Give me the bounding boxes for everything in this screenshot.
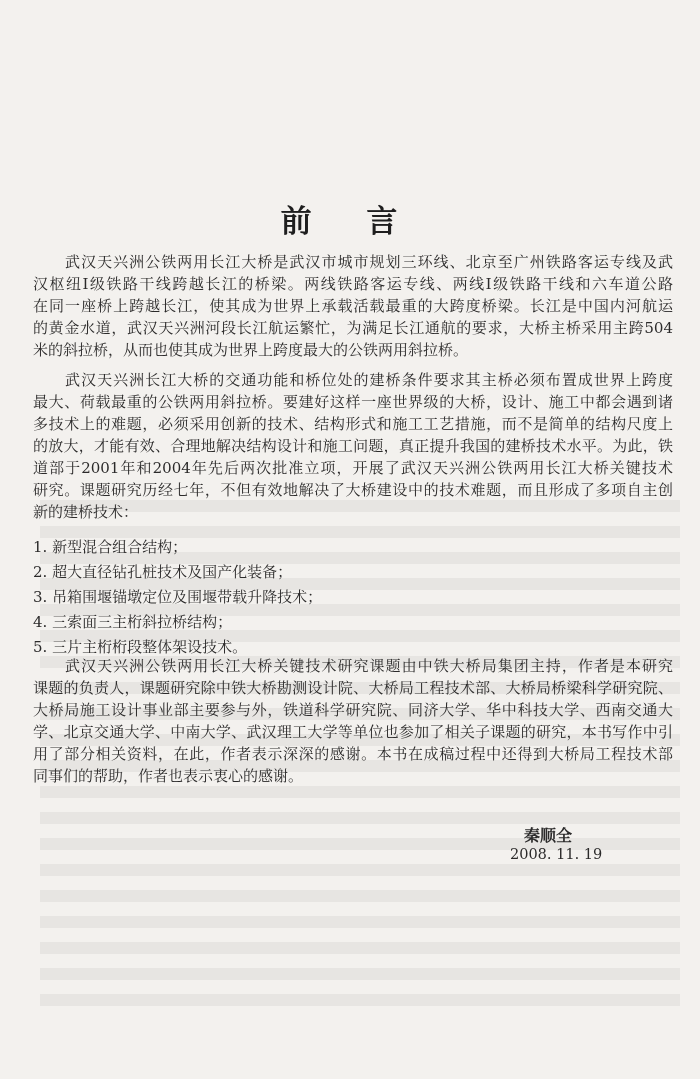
text-line: 用了部分相关资料，在此，作者表示深深的感谢。本书在成稿过程中还得到大桥局工程技术部 [33, 745, 673, 763]
list-item: 2. 超大直径钻孔桩技术及国产化装备； [33, 563, 293, 581]
text-line: 大桥局施工设计事业部主要参与外，铁道科学研究院、同济大学、华中科技大学、西南交通大 [33, 701, 673, 719]
list-item: 3. 吊箱围堰锚墩定位及围堰带载升降技术； [33, 588, 323, 606]
text-line: 的放大，才能有效、合理地解决结构设计和施工问题，真正提升我国的建桥技术水平。为此，铁 [33, 437, 673, 455]
text-line: 研究。课题研究历经七年，不但有效地解决了大桥建设中的技术难题，而且形成了多项自主创 [33, 481, 673, 499]
text-line: 道部于2001年和2004年先后两次批准立项，开展了武汉天兴洲公铁两用长江大桥关键技术 [33, 459, 673, 477]
text-line: 的黄金水道，武汉天兴洲河段长江航运繁忙，为满足长江通航的要求，大桥主桥采用主跨504 [33, 319, 673, 337]
list-item: 5. 三片主桁桁段整体架设技术。 [33, 638, 248, 656]
text-line: 武汉天兴洲公铁两用长江大桥关键技术研究课题由中铁大桥局集团主持，作者是本研究 [33, 657, 673, 675]
signature-date: 2008. 11. 19 [510, 847, 603, 863]
page-title: 前 言 [280, 204, 420, 240]
text-line: 汉枢纽Ⅰ级铁路干线跨越长江的桥梁。两线铁路客运专线、两线Ⅰ级铁路干线和六车道公路 [33, 275, 673, 293]
text-line: 新的建桥技术： [33, 503, 139, 521]
technology-list [33, 535, 322, 660]
paragraph-3 [33, 655, 673, 787]
text-line: 米的斜拉桥，从而也使其成为世界上跨度最大的公铁两用斜拉桥。 [33, 341, 469, 359]
text-line: 武汉天兴洲长江大桥的交通功能和桥位处的建桥条件要求其主桥必须布置成世界上跨度 [33, 371, 673, 389]
paragraph-2 [33, 369, 673, 523]
text-line: 学、北京交通大学、中南大学、武汉理工大学等单位也参加了相关子课题的研究，本书写作中引 [33, 723, 673, 741]
text-line: 最大、荷载最重的公铁两用斜拉桥。要建好这样一座世界级的大桥，设计、施工中都会遇到诸 [33, 393, 673, 411]
paragraph-1 [33, 251, 673, 361]
author-signature: 秦顺全 [524, 826, 573, 845]
list-item: 4. 三索面三主桁斜拉桥结构； [33, 613, 233, 631]
text-line: 同事们的帮助，作者也表示衷心的感谢。 [33, 767, 304, 785]
text-line: 多技术上的难题，必须采用创新的技术、结构形式和施工工艺措施，而不是简单的结构尺度上 [33, 415, 673, 433]
text-line: 武汉天兴洲公铁两用长江大桥是武汉市城市规划三环线、北京至广州铁路客运专线及武 [33, 253, 673, 271]
text-line: 在同一座桥上跨越长江，使其成为世界上承载活载最重的大跨度桥梁。长江是中国内河航运 [33, 297, 673, 315]
text-line: 课题的负责人，课题研究除中铁大桥勘测设计院、大桥局工程技术部、大桥局桥梁科学研究院、 [33, 679, 673, 697]
list-item: 1. 新型混合组合结构； [33, 538, 188, 556]
